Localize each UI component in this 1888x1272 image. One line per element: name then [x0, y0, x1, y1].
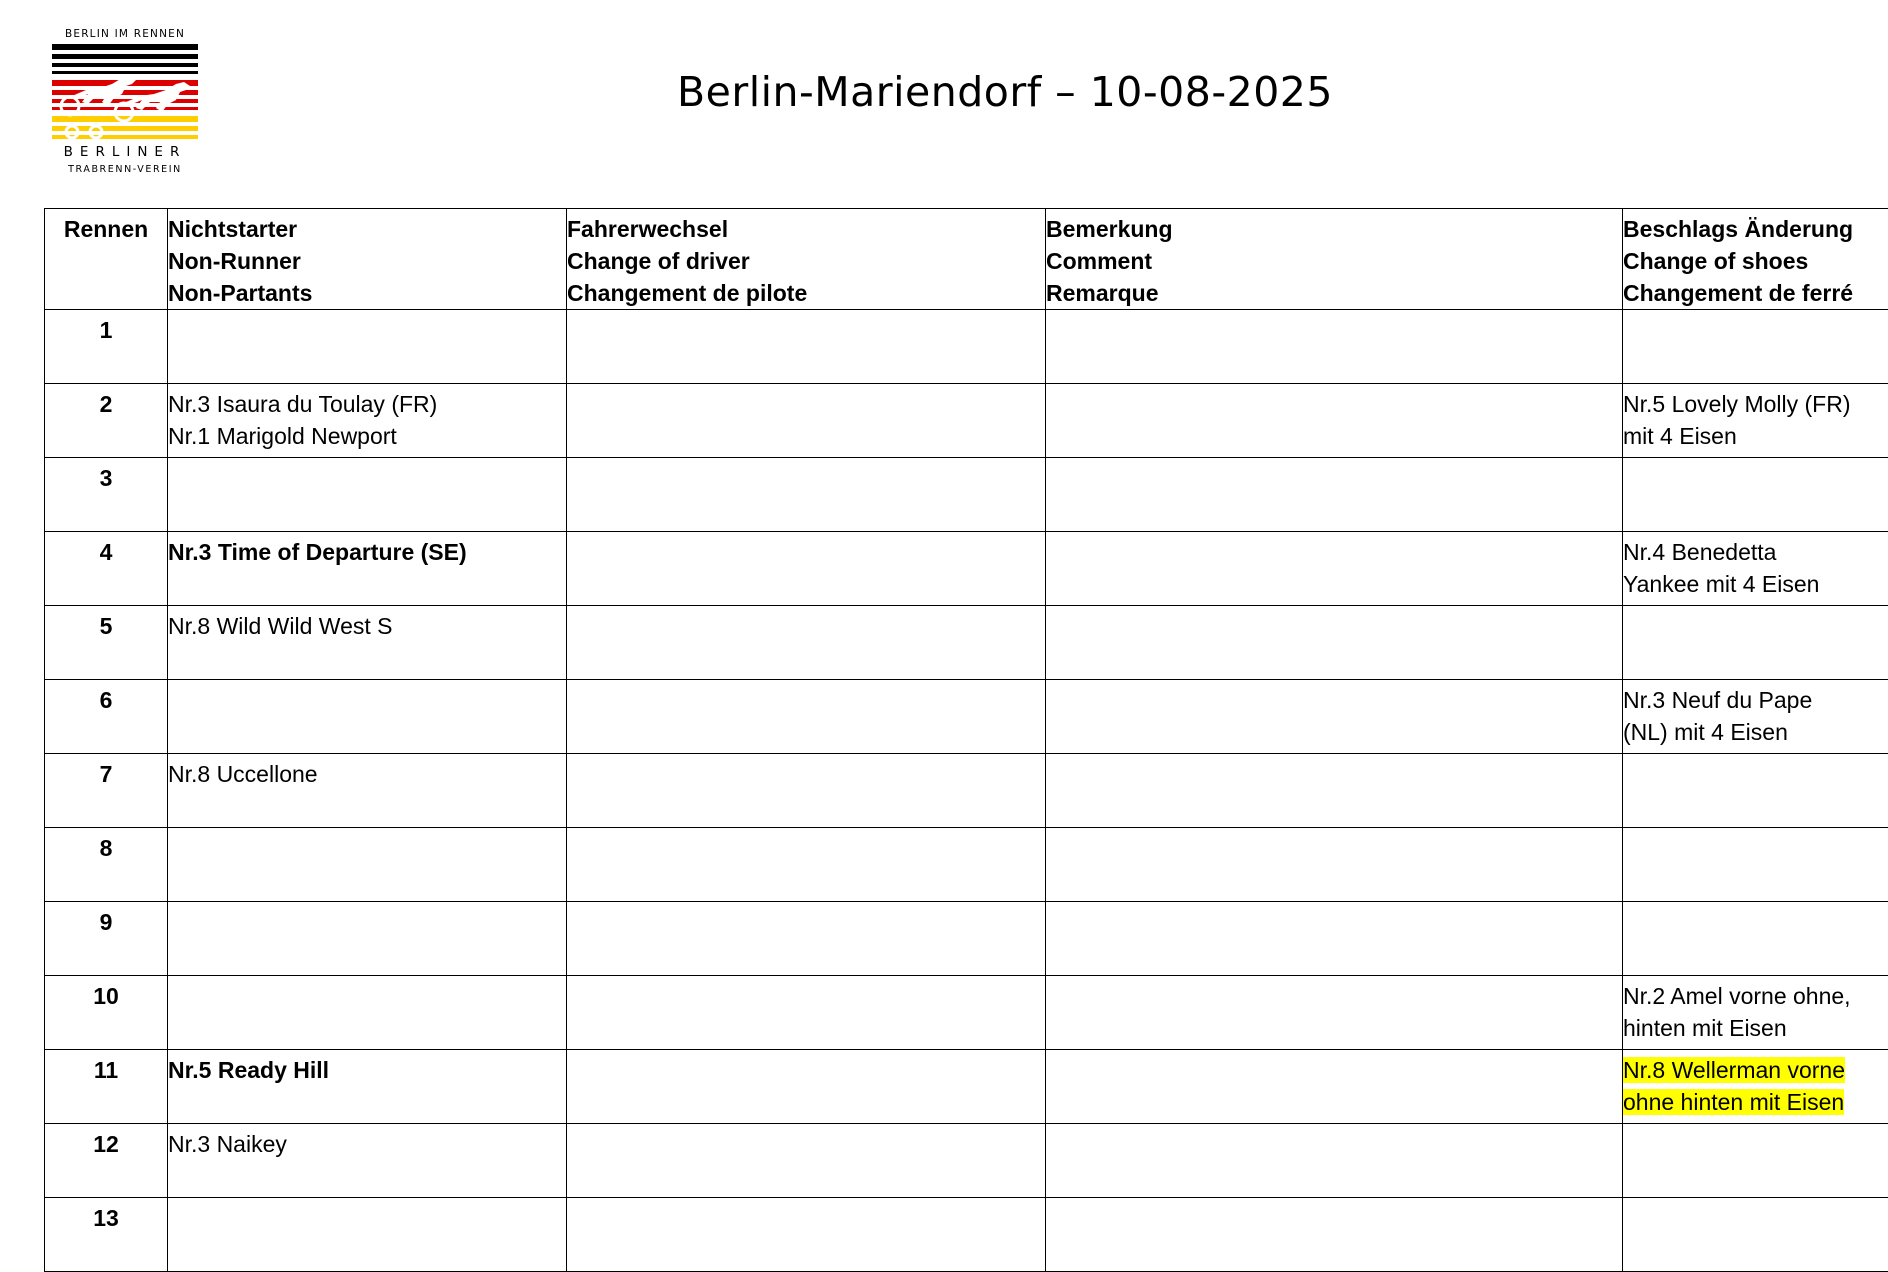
- fahrerwechsel-cell: [567, 384, 1046, 458]
- logo-top-text: BERLIN IM RENNEN: [52, 28, 198, 40]
- bemerkung-cell: [1046, 680, 1623, 754]
- fahrerwechsel-cell: [567, 680, 1046, 754]
- beschlag-cell: [1623, 754, 1888, 828]
- header-nichtstarter-fr: Non-Partants: [168, 277, 566, 309]
- beschlag-line: hinten mit Eisen: [1623, 1012, 1888, 1044]
- beschlag-line: Nr.4 Benedetta: [1623, 536, 1888, 568]
- header-beschlag-fr: Changement de ferré: [1623, 277, 1888, 309]
- nichtstarter-line: Nr.3 Naikey: [168, 1128, 566, 1160]
- beschlag-line: Nr.5 Lovely Molly (FR): [1623, 388, 1888, 420]
- header-nichtstarter: [168, 209, 567, 310]
- table-row: [45, 828, 1888, 902]
- bemerkung-cell: [1046, 1124, 1623, 1198]
- race-changes-table: [44, 208, 1888, 1272]
- table-row: [45, 458, 1888, 532]
- nichtstarter-cell: [168, 976, 567, 1050]
- race-number: 2: [45, 384, 168, 458]
- fahrerwechsel-cell: [567, 828, 1046, 902]
- fahrerwechsel-cell: [567, 1050, 1046, 1124]
- race-number: 11: [45, 1050, 168, 1124]
- fahrerwechsel-cell: [567, 976, 1046, 1050]
- nichtstarter-cell: [168, 902, 567, 976]
- beschlag-line: mit 4 Eisen: [1623, 420, 1888, 452]
- header-beschlag: [1623, 209, 1888, 310]
- fahrerwechsel-cell: [567, 1198, 1046, 1272]
- bemerkung-cell: [1046, 754, 1623, 828]
- race-number: 13: [45, 1198, 168, 1272]
- race-number: 8: [45, 828, 168, 902]
- header-beschlag-de: Beschlags Änderung: [1623, 213, 1888, 245]
- bemerkung-cell: [1046, 902, 1623, 976]
- nichtstarter-cell: [168, 1050, 567, 1124]
- table-row: [45, 606, 1888, 680]
- header-rennen: Rennen: [45, 209, 168, 310]
- table-row: [45, 532, 1888, 606]
- nichtstarter-cell: [168, 680, 567, 754]
- nichtstarter-cell: [168, 310, 567, 384]
- logo-sub-text: TRABRENN-VEREIN: [52, 164, 198, 175]
- fahrerwechsel-cell: [567, 606, 1046, 680]
- bemerkung-cell: [1046, 384, 1623, 458]
- beschlag-line: Nr.3 Neuf du Pape: [1623, 684, 1888, 716]
- header-bemerkung-de: Bemerkung: [1046, 213, 1622, 245]
- beschlag-cell: [1623, 606, 1888, 680]
- nichtstarter-line: Nr.5 Ready Hill: [168, 1054, 566, 1086]
- race-number: 1: [45, 310, 168, 384]
- table-row: [45, 384, 1888, 458]
- nichtstarter-cell: [168, 606, 567, 680]
- fahrerwechsel-cell: [567, 902, 1046, 976]
- nichtstarter-cell: [168, 532, 567, 606]
- beschlag-cell: [1623, 1124, 1888, 1198]
- bemerkung-cell: [1046, 1050, 1623, 1124]
- beschlag-cell: [1623, 828, 1888, 902]
- beschlag-line: Yankee mit 4 Eisen: [1623, 568, 1888, 600]
- table-row: [45, 976, 1888, 1050]
- header-beschlag-en: Change of shoes: [1623, 245, 1888, 277]
- header-bemerkung-fr: Remarque: [1046, 277, 1622, 309]
- race-number: 3: [45, 458, 168, 532]
- table-row: [45, 680, 1888, 754]
- beschlag-cell: [1623, 1198, 1888, 1272]
- bemerkung-cell: [1046, 458, 1623, 532]
- beschlag-cell: [1623, 384, 1888, 458]
- bemerkung-cell: [1046, 976, 1623, 1050]
- table-row: [45, 1198, 1888, 1272]
- header-fahrerwechsel: [567, 209, 1046, 310]
- beschlag-cell: [1623, 976, 1888, 1050]
- race-number: 9: [45, 902, 168, 976]
- fahrerwechsel-cell: [567, 1124, 1046, 1198]
- table-row: [45, 902, 1888, 976]
- nichtstarter-line: Nr.3 Time of Departure (SE): [168, 536, 566, 568]
- header-fahrerwechsel-en: Change of driver: [567, 245, 1045, 277]
- table-row: [45, 310, 1888, 384]
- beschlag-cell: [1623, 902, 1888, 976]
- nichtstarter-cell: [168, 384, 567, 458]
- beschlag-line: Nr.2 Amel vorne ohne,: [1623, 980, 1888, 1012]
- beschlag-line-highlighted: ohne hinten mit Eisen: [1623, 1089, 1844, 1115]
- logo-bottom-text: BERLINER: [52, 144, 198, 160]
- header-nichtstarter-en: Non-Runner: [168, 245, 566, 277]
- table-row: [45, 1050, 1888, 1124]
- race-number: 10: [45, 976, 168, 1050]
- beschlag-cell: [1623, 310, 1888, 384]
- fahrerwechsel-cell: [567, 532, 1046, 606]
- race-number: 12: [45, 1124, 168, 1198]
- bemerkung-cell: [1046, 310, 1623, 384]
- race-number: 6: [45, 680, 168, 754]
- beschlag-cell: [1623, 1050, 1888, 1124]
- race-number: 5: [45, 606, 168, 680]
- race-number: 7: [45, 754, 168, 828]
- header-fahrerwechsel-fr: Changement de pilote: [567, 277, 1045, 309]
- bemerkung-cell: [1046, 606, 1623, 680]
- bemerkung-cell: [1046, 828, 1623, 902]
- bemerkung-cell: [1046, 1198, 1623, 1272]
- nichtstarter-line: Nr.8 Uccellone: [168, 758, 566, 790]
- beschlag-line-highlighted: Nr.8 Wellerman vorne: [1623, 1057, 1845, 1083]
- beschlag-cell: [1623, 458, 1888, 532]
- beschlag-line: (NL) mit 4 Eisen: [1623, 716, 1888, 748]
- nichtstarter-line: Nr.3 Isaura du Toulay (FR): [168, 388, 566, 420]
- nichtstarter-line: Nr.1 Marigold Newport: [168, 420, 566, 452]
- fahrerwechsel-cell: [567, 310, 1046, 384]
- nichtstarter-cell: [168, 1124, 567, 1198]
- beschlag-cell: [1623, 532, 1888, 606]
- table-row: [45, 1124, 1888, 1198]
- beschlag-cell: [1623, 680, 1888, 754]
- header-nichtstarter-de: Nichtstarter: [168, 213, 566, 245]
- bemerkung-cell: [1046, 532, 1623, 606]
- fahrerwechsel-cell: [567, 754, 1046, 828]
- fahrerwechsel-cell: [567, 458, 1046, 532]
- table-row: [45, 754, 1888, 828]
- page-title: Berlin-Mariendorf – 10-08-2025: [0, 68, 1888, 116]
- nichtstarter-cell: [168, 1198, 567, 1272]
- nichtstarter-cell: [168, 754, 567, 828]
- nichtstarter-line: Nr.8 Wild Wild West S: [168, 610, 566, 642]
- header-bemerkung: [1046, 209, 1623, 310]
- nichtstarter-cell: [168, 458, 567, 532]
- header-fahrerwechsel-de: Fahrerwechsel: [567, 213, 1045, 245]
- table-header-row: [45, 209, 1888, 310]
- header-bemerkung-en: Comment: [1046, 245, 1622, 277]
- nichtstarter-cell: [168, 828, 567, 902]
- race-number: 4: [45, 532, 168, 606]
